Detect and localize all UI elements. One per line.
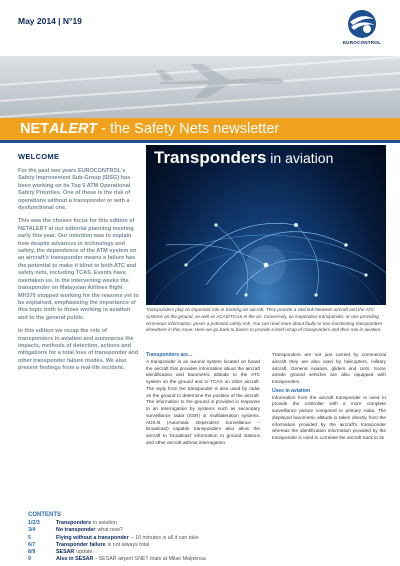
issue-date: May 2014 | N°19 — [18, 16, 82, 26]
contents-desc: – 10 minutes is all it can take — [130, 534, 199, 541]
contents-title: Transponder failure — [56, 541, 106, 548]
section-heading: Uses in aviation — [272, 387, 311, 394]
contents-item[interactable] — [28, 527, 388, 534]
article-column-right — [272, 352, 386, 444]
contents-item[interactable] — [28, 556, 388, 563]
section-heading: Transponders are... — [146, 352, 193, 358]
contents-title: No transponder — [56, 527, 96, 534]
hero-title-bold: Transponders — [154, 148, 267, 167]
title-divider — [0, 140, 400, 143]
contents-title: Also in SESAR — [56, 556, 94, 563]
title-alert: ALERT — [49, 121, 98, 137]
welcome-paragraph: This was the chosen focus for this edition of NETALERT at our editorial planning meeting early this year. Our intention was to explain how despite advances in technology and safety, the dependence of the ATM system on an aircraft's transponder means a failure has the potential to make it blind to both ATC and safety nets, including TCAS. Events have overtaken us. In the intervening weeks the transponder on Malaysian Airlines flight MH370 stopped working for the reasons yet to be explained, emphasising the importance of this topic both to those working in aviation and to the general public. — [18, 218, 139, 321]
newsletter-title-bar — [0, 118, 400, 140]
contents-desc: - SESAR airport SNET trials at Milan Malpensa — [95, 556, 206, 563]
contents-desc: update — [76, 549, 93, 556]
contents-item[interactable] — [28, 535, 388, 542]
title-net: NET — [20, 121, 49, 137]
contents-pages: 3/4 — [28, 527, 36, 534]
hero-title-light: in aviation — [266, 150, 334, 166]
logo-text: EUROCONTROL — [342, 40, 382, 45]
hero-image — [146, 145, 386, 305]
welcome-paragraph: For the past two years EUROCONTROL's Safety Improvement Sub-Group (SISG) has been working on its Top 5 ATM Operational Safety Priorities. One of these is the risk of operations without a transponder or with a dysfunctional one. — [18, 168, 131, 212]
globe-network-icon — [146, 145, 386, 305]
article-column-left — [146, 352, 260, 449]
eurocontrol-emblem-icon — [345, 8, 379, 40]
contents-item[interactable] — [28, 542, 388, 549]
welcome-heading: WELCOME — [18, 152, 60, 161]
contents-pages: 5 — [28, 534, 31, 541]
eurocontrol-logo — [336, 8, 388, 50]
contents-title: Transponders — [56, 520, 92, 526]
contents-item[interactable] — [28, 549, 388, 556]
title-rest: - the Safety Nets newsletter — [97, 121, 280, 137]
article-paragraph: A transponder is an avionic system located on board the aircraft that provides information about the aircraft identification and barometric altitude to the ATC system on the ground and to TCAS on other aircraft. The reply from the transponder is also used by radar on the ground to determine the position of the aircraft. The information to the ground is provided in response to an interrogation by systems such as secondary surveillance radar (SSR) or multilateration systems. ADS-B (Automatic Dependent Surveillance – Broadcast) capable transponders also allow the aircraft to 'broadcast' information to ground stations and other aircraft without interrogation. — [146, 358, 260, 445]
welcome-paragraph: In this edition we recap the role of transponders in aviation and summarise the impacts, methods of detection, actions and mitigations for a total loss of transponder and other transponder failure modes. We also present findings from a real-life incident. — [18, 328, 139, 372]
contents-heading: CONTENTS — [28, 512, 61, 518]
table-of-contents — [28, 512, 388, 564]
article-paragraph: Information from the aircraft transponder is used to provide the controller with a more complete surveillance picture compared to primary radar. The displayed barometric altitude is taken directly from the information provided by the aircraft's transponder whereas the identification information provided by the transponder is used to correlate the aircraft track to its — [272, 394, 386, 441]
contents-title: SESAR — [56, 549, 75, 556]
hero-title — [154, 148, 333, 168]
contents-pages: 1/2/3 — [28, 520, 40, 526]
welcome-sidebar — [18, 152, 140, 379]
contents-item[interactable] — [28, 520, 388, 527]
contents-pages: 8/9 — [28, 549, 36, 556]
contents-desc: what now? — [97, 527, 123, 534]
contents-desc: in aviation — [93, 520, 117, 526]
newsletter-title — [20, 121, 279, 137]
aircraft-silhouette-icon — [150, 60, 290, 100]
contents-pages: 6/7 — [28, 541, 36, 548]
contents-title: Flying without a transponder — [56, 534, 129, 541]
contents-desc: is not always total — [107, 541, 150, 548]
article-paragraph: Transponders are not just carried by commercial aircraft they are also used by helicopters, military aircraft, General Aviation, gliders and UAS. Some airside ground vehicles are also equipped with transponders. — [272, 352, 386, 384]
banner-image — [0, 56, 400, 118]
hero-caption: Transponders play an important role in tracking an aircraft. They provide a vital link between aircraft and the ATC systems on the ground, as well as ACAS/TCAS in the air. Conversely, an inoperative transponder, or one providing erroneous information, poses a potential safety risk. You can read more about faulty or non-functioning transponders elsewhere in this issue. Here we go back to basics to provide a brief recap of transponders and their role in aviation. — [146, 307, 383, 333]
contents-pages: 9 — [28, 556, 31, 563]
